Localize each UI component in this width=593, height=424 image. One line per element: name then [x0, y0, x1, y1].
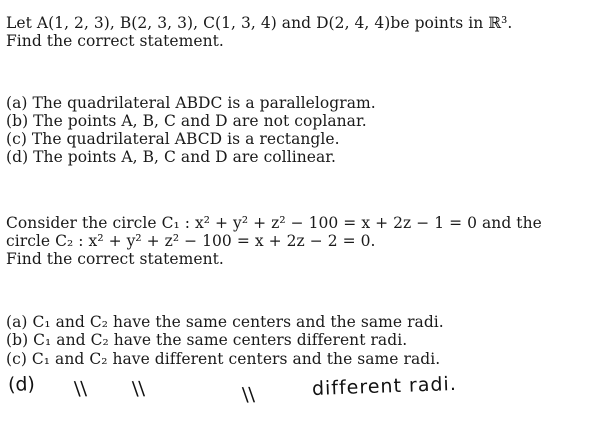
q2-stem-line-3: Find the correct statement. — [6, 250, 224, 268]
handwritten-ditto-mark-2: \\ — [131, 377, 146, 400]
handwritten-ditto-mark-1: \\ — [73, 377, 88, 400]
handwritten-ditto-mark-3: \\ — [241, 383, 256, 406]
q1-option-d: (d) The points A, B, C and D are collinear. — [6, 148, 336, 166]
q1-option-c: (c) The quadrilateral ABCD is a rectangle. — [6, 130, 340, 148]
q1-stem-line-1: Let A(1, 2, 3), B(2, 3, 3), C(1, 3, 4) and D(2, 4, 4)be points in ℝ³. — [6, 14, 513, 32]
handwritten-option-label: (d) — [7, 373, 36, 396]
q1-option-a: (a) The quadrilateral ABDC is a parallelogram. — [6, 94, 376, 112]
q1-stem-line-2: Find the correct statement. — [6, 32, 224, 50]
q2-option-a: (a) C₁ and C₂ have the same centers and the same radi. — [6, 313, 444, 331]
q2-stem-line-2: circle C₂ : x² + y² + z² − 100 = x + 2z − 2 = 0. — [6, 232, 376, 250]
q2-option-b: (b) C₁ and C₂ have the same centers different radi. — [6, 331, 408, 349]
q1-option-b: (b) The points A, B, C and D are not coplanar. — [6, 112, 367, 130]
handwritten-answer-text: different radi. — [311, 372, 458, 400]
q2-option-c: (c) C₁ and C₂ have different centers and the same radi. — [6, 350, 441, 368]
q2-stem-line-1: Consider the circle C₁ : x² + y² + z² − 100 = x + 2z − 1 = 0 and the — [6, 214, 542, 232]
